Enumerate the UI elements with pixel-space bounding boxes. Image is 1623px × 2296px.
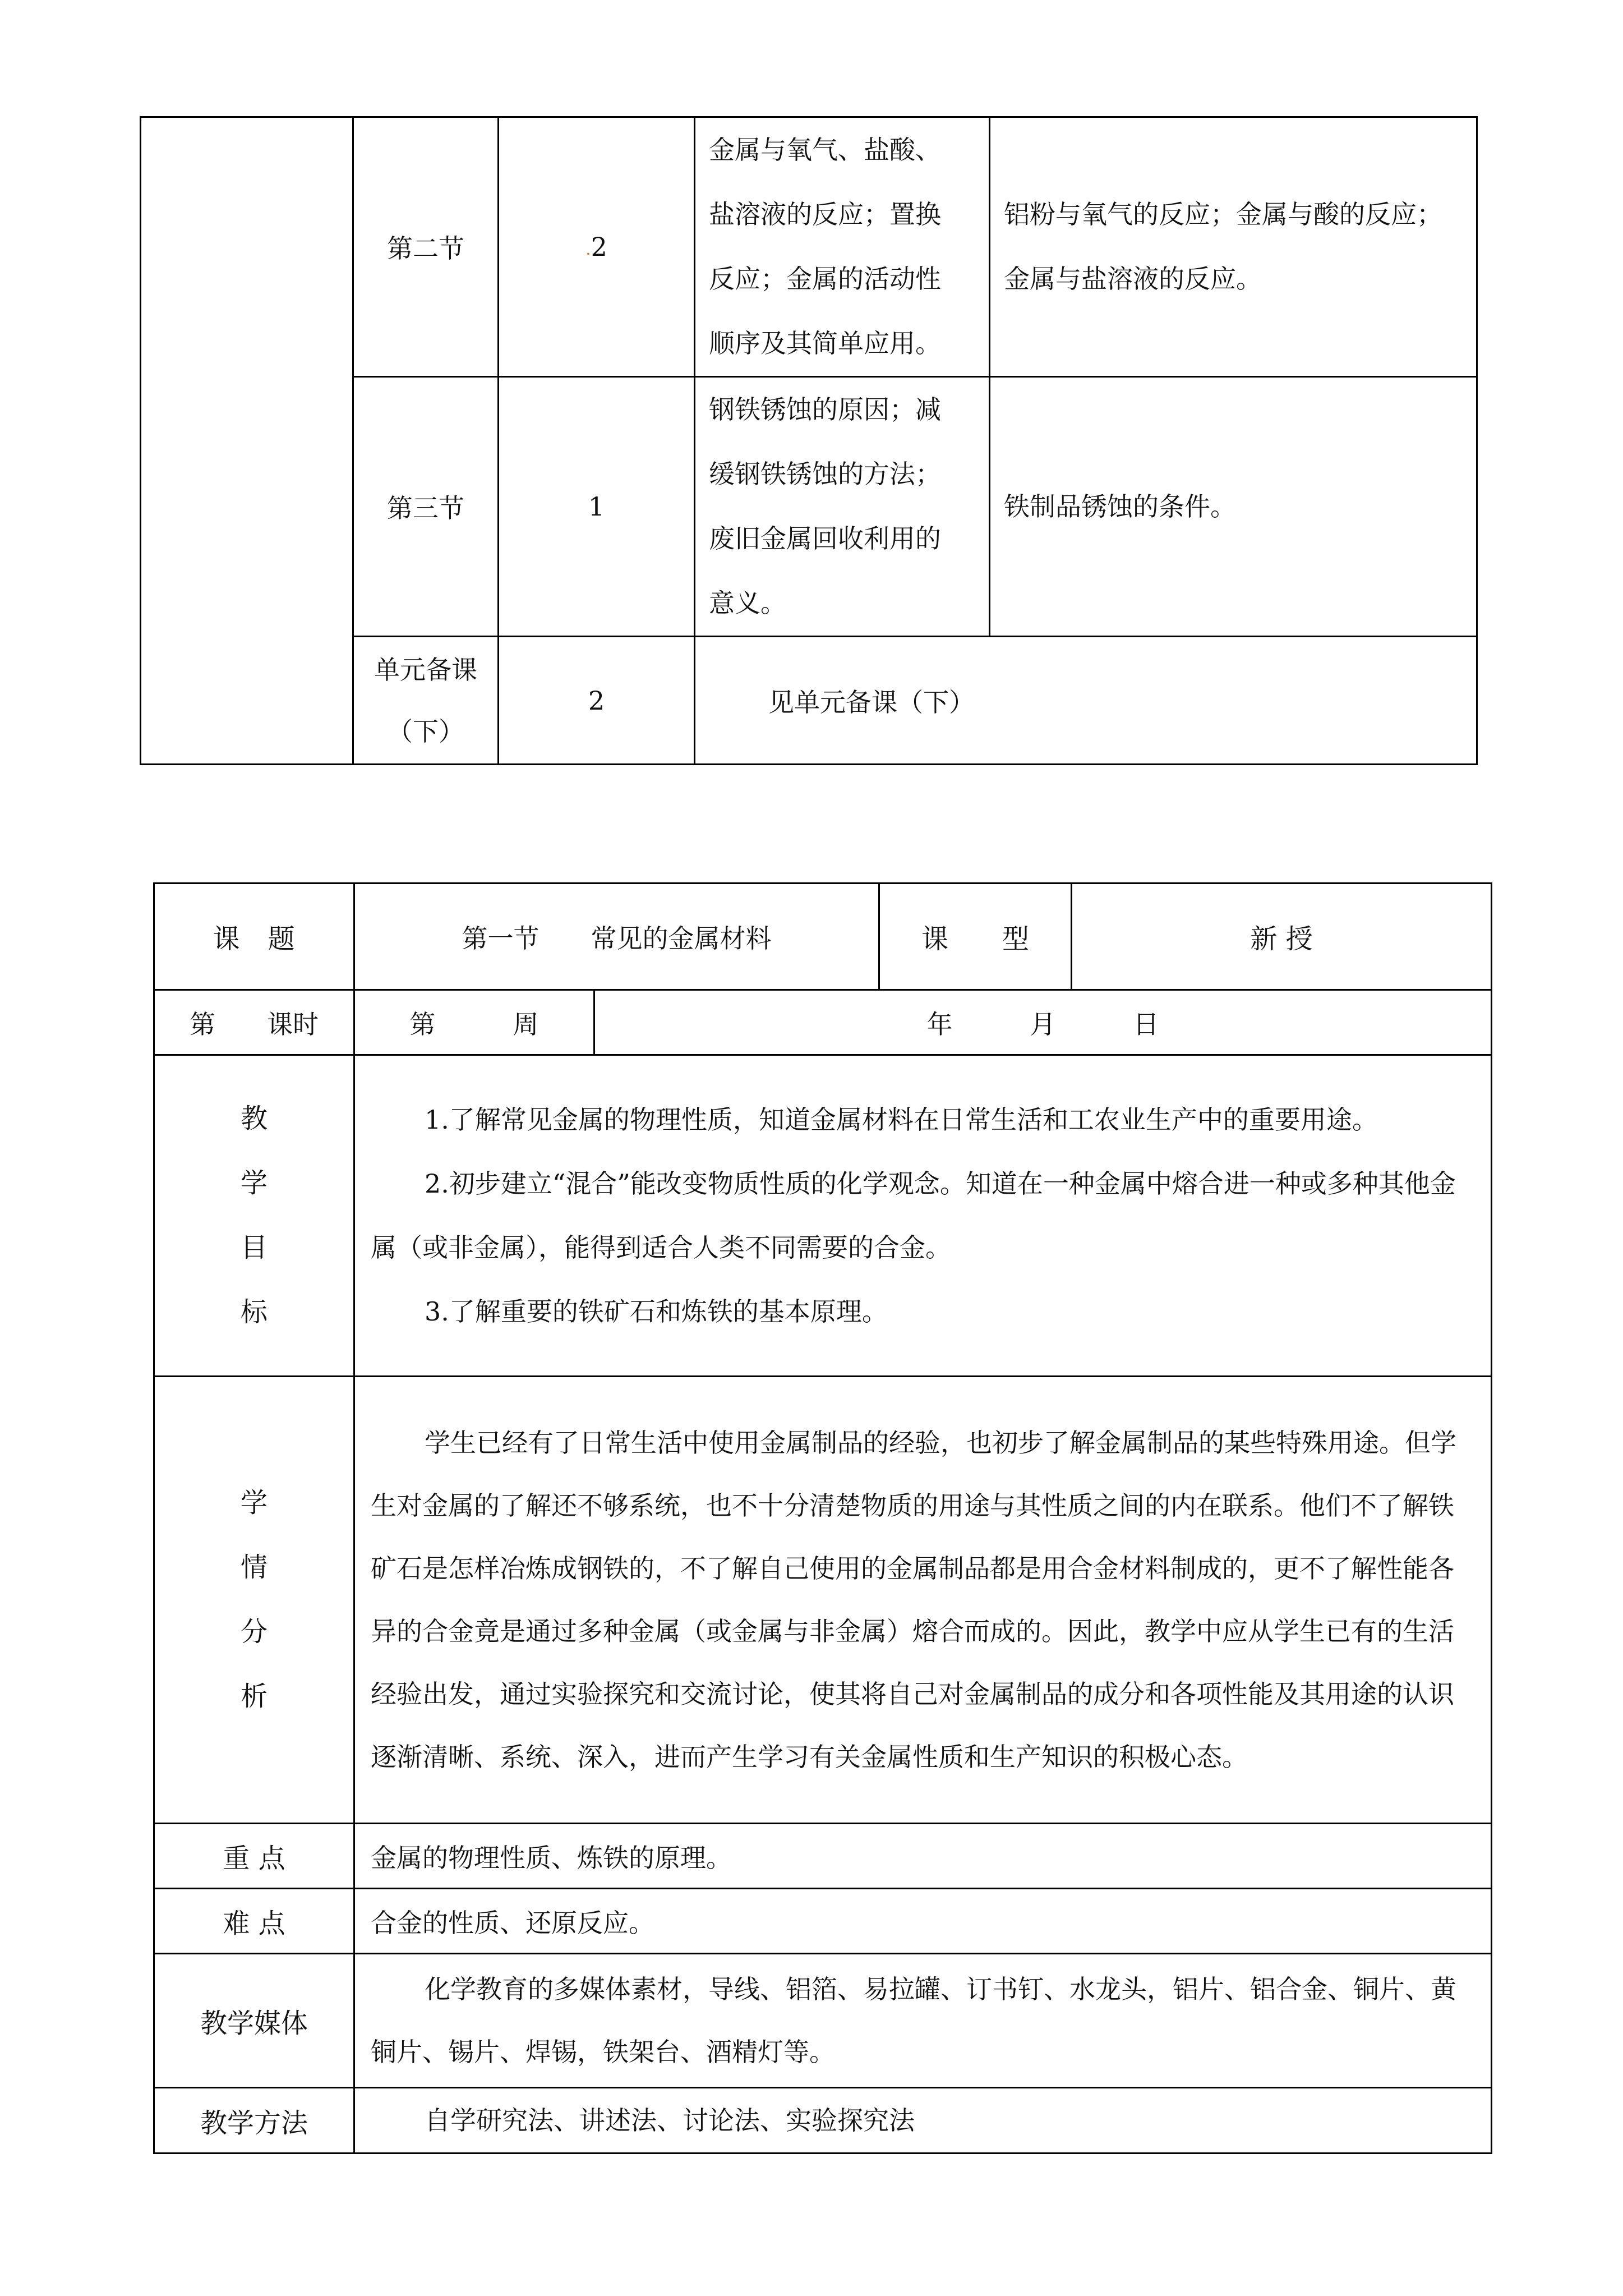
table-row: [154, 884, 1492, 990]
analysis-content: [354, 1377, 1492, 1824]
content-cell: 金属与氧气、盐酸、 盐溶液的反应；置换 反应；金属的活动性 顺序及其简单应用。: [695, 117, 990, 377]
table-row: [154, 1889, 1492, 1954]
analysis-text: 学生已经有了日常生活中使用金属制品的经验，也初步了解金属制品的某些特殊用途。但学生对金属的了解还不够系统，也不十分清楚物质的用途与其性质之间的内在联系。他们不了解铁矿石是怎样冶炼成钢铁的，不了解自己使用的金属制品都是用合金材料制成的，更不了解性能各异的合金竟是通过多种金属（或金属与非金属）熔合而成的。因此，教学中应从学生已有的生活经验出发，通过实验探究和交流讨论，使其将自己对金属制品的成分和各项性能及其用途的认识逐渐清晰、系统、深入，进而产生学习有关金属性质和生产知识的积极心态。: [371, 1428, 1456, 1772]
hours-cell: 2: [499, 637, 695, 765]
table-row: [154, 1377, 1492, 1824]
content-cell: 钢铁锈蚀的原因；减 缓钢铁锈蚀的方法； 废旧金属回收利用的 意义。: [695, 377, 990, 637]
key-value: 金属的物理性质、炼铁的原理。: [354, 1824, 1492, 1889]
section-cell: 第三节: [353, 377, 499, 637]
week-label: 第 周: [354, 990, 594, 1055]
table-row: [154, 1824, 1492, 1889]
table-row: [154, 1055, 1492, 1377]
objectives-content: [354, 1055, 1492, 1377]
media-text: 化学教育的多媒体素材，导线、铝箔、易拉罐、订书钉、水龙头，铝片、铝合金、铜片、黄铜片、锡片、焊锡，铁架台、酒精灯等。: [371, 1974, 1456, 2067]
topic-label: 课 题: [154, 884, 354, 990]
experiment-cell: 铝粉与氧气的反应；金属与酸的反应； 金属与盐溶液的反应。: [990, 117, 1477, 377]
unit-plan-table: [140, 116, 1478, 765]
objective-item: 2.初步建立“混合”能改变物质性质的化学观念。知道在一种金属中熔合进一种或多种其他金属（或非金属），能得到适合人类不同需要的合金。: [371, 1168, 1456, 1263]
table-row: [154, 1954, 1492, 2088]
type-value: 新 授: [1072, 884, 1492, 990]
section-cell: 第二节: [353, 117, 499, 377]
type-label: 课 型: [879, 884, 1072, 990]
analysis-label: 学 情 分 析: [154, 1377, 354, 1824]
period-label: 第 课时: [154, 990, 354, 1055]
objective-item: 3.了解重要的铁矿石和炼铁的基本原理。: [425, 1296, 888, 1327]
objective-item: 1.了解常见金属的物理性质，知道金属材料在日常生活和工农业生产中的重要用途。: [425, 1105, 1378, 1135]
experiment-cell: 铁制品锈蚀的条件。: [990, 377, 1477, 637]
method-label: 教学方法: [154, 2088, 354, 2154]
topic-value: 第一节 常见的金属材料: [354, 884, 879, 990]
table-row: [154, 2088, 1492, 2154]
lesson-plan-table: [153, 882, 1492, 2154]
date-label: 年 月 日: [594, 990, 1492, 1055]
key-label: 重 点: [154, 1824, 354, 1889]
hours-cell: .2: [499, 117, 695, 377]
table-row: [154, 990, 1492, 1055]
table-row: [141, 117, 1477, 377]
blank-cell: [141, 117, 353, 765]
method-content: [354, 2088, 1492, 2154]
difficulty-label: 难 点: [154, 1889, 354, 1954]
difficulty-value: 合金的性质、还原反应。: [354, 1889, 1492, 1954]
media-label: 教学媒体: [154, 1954, 354, 2088]
media-content: [354, 1954, 1492, 2088]
hours-cell: 1: [499, 377, 695, 637]
method-text: 自学研究法、讲述法、讨论法、实验探究法: [425, 2105, 915, 2136]
merged-content-cell: 见单元备课（下）: [695, 637, 1477, 765]
section-cell: 单元备课 （下）: [353, 637, 499, 765]
objectives-label: 教 学 目 标: [154, 1055, 354, 1377]
